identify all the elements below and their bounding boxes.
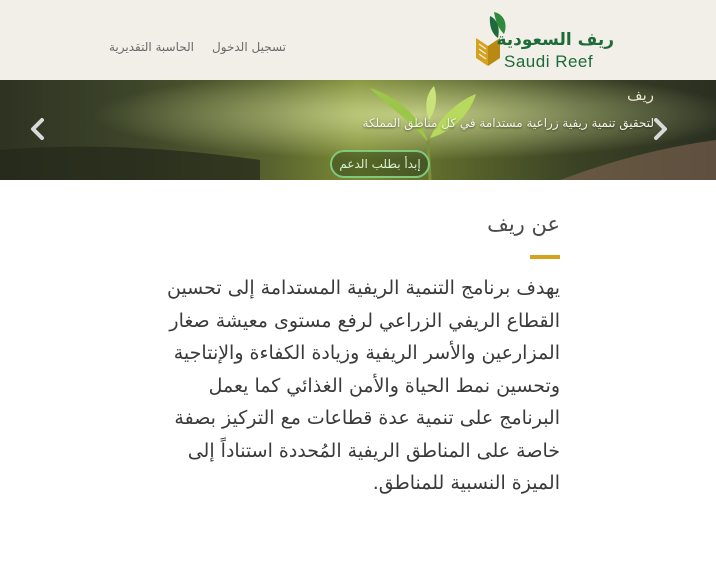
about-heading: عن ريف: [487, 212, 560, 236]
nav-login-link[interactable]: تسجيل الدخول: [212, 40, 286, 54]
chevron-left-icon[interactable]: [28, 118, 48, 140]
logo-arabic-text: ريف السعودية: [496, 30, 614, 50]
about-heading-underline: [530, 255, 560, 259]
banner-title: ريف: [627, 86, 654, 104]
about-paragraph: يهدف برنامج التنمية الريفية المستدامة إلى تحسين القطاع الريفي الزراعي لرفع مستوى معيشة صغار المزارعين والأسر الريفية وزيادة الكفاءة والإنتاجية وتحسين نمط الحياة والأمن الغذائي كما يعمل البرنامج على تنمية عدة قطاعات مع التركيز بصفة خاصة على المناطق الريفية المُحددة استناداً إلى الميزة النسبية للمناطق.: [166, 277, 560, 494]
nav-calculator-link[interactable]: الحاسبة التقديرية: [108, 40, 194, 54]
start-support-request-button[interactable]: إبدأ بطلب الدعم: [330, 150, 430, 178]
site-logo[interactable]: [474, 6, 614, 72]
chevron-right-icon[interactable]: [650, 118, 670, 140]
logo-english-text: Saudi Reef: [504, 52, 594, 71]
banner-subtitle: لتحقيق تنمية ريفية زراعية مستدامة في كل مناطق المملكة: [362, 116, 654, 130]
hero-banner: [0, 80, 716, 180]
site-header: [0, 0, 716, 80]
